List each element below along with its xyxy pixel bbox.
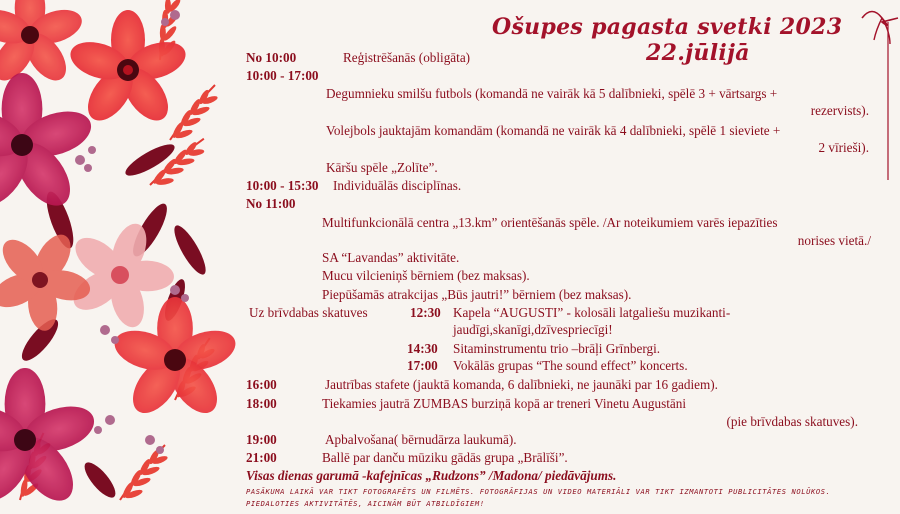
event-r14: Vokālās grupas “The sound effect” koncerts. bbox=[453, 358, 688, 373]
time-r14: 17:00 bbox=[407, 358, 438, 373]
floral-decoration bbox=[0, 0, 240, 514]
event-r17: Apbalvošana( bērnudārza laukumā). bbox=[325, 432, 517, 447]
title-line1: Ošupes pagasta svetki 2023 bbox=[492, 14, 843, 40]
event-r18: Ballē par danču mūziku gādās grupa „Brālīši”. bbox=[322, 450, 568, 465]
photo-disclaimer: PASĀKUMA LAIKĀ VAR TIKT FOTOGRAFĒTS UN FILMĒTS. FOTOGRĀFIJAS UN VIDEO MATERIĀLI VAR TIKT IZMANTOTI PUBLICITĀTES NOLŪKOS. bbox=[246, 487, 831, 496]
event-r6: Individuālās disciplīnas. bbox=[333, 178, 462, 193]
event-r11: Piepūšamās atrakcijas „Būs jautri!” bērniem (bez maksas). bbox=[322, 287, 632, 302]
time-r1: No 10:00 bbox=[246, 50, 297, 65]
time-r17: 19:00 bbox=[246, 432, 277, 447]
event-r15: Jautrības stafete (jauktā komanda, 6 dalībnieki, ne jaunāki par 16 gadiem). bbox=[325, 377, 718, 392]
time-r7: No 11:00 bbox=[246, 196, 296, 211]
time-r13: 14:30 bbox=[407, 341, 438, 356]
event-r4-cont: 2 vīrieši). bbox=[818, 140, 869, 155]
event-r8: Multifunkcionālā centra „13.km” orientēšanās spēle. /Ar noteikumiem varēs iepazīties bbox=[322, 215, 778, 230]
time-r6: 10:00 - 15:30 bbox=[246, 178, 319, 193]
event-r13: Sitaminstrumentu trio –brāļi Grīnbergi. bbox=[453, 341, 661, 356]
stage-label: Uz brīvdabas skatuves bbox=[249, 305, 368, 320]
page-title bbox=[492, 14, 872, 66]
event-r1: Reģistrēšanās (obligāta) bbox=[343, 50, 471, 65]
event-r3-cont: rezervists). bbox=[810, 103, 869, 118]
event-r4: Volejbols jauktajām komandām (komandā ne vairāk kā 4 dalībnieki, spēlē 1 sieviete + bbox=[326, 123, 781, 138]
event-r12: Kapela “AUGUSTI” - kolosāli latgaliešu muzikanti- bbox=[453, 305, 731, 320]
event-r16-cont: (pie brīvdabas skatuves). bbox=[726, 414, 858, 429]
time-r15: 16:00 bbox=[246, 377, 277, 392]
title-date: 22.jūlijā bbox=[646, 40, 750, 66]
event-r16: Tiekamies jautrā ZUMBAS burziņā kopā ar treneri Vinetu Augustāni bbox=[322, 396, 686, 411]
event-r10: Mucu vilcieniņš bērniem (bez maksas). bbox=[322, 268, 530, 283]
cafe-note: Visas dienas garumā -kafejnīcas „Rudzons” /Madona/ piedāvājums. bbox=[246, 468, 617, 483]
responsibility-note: PIEDALOTIES AKTIVITĀTĒS, AICINĀM BŪT ATBILDĪGIEM! bbox=[246, 499, 485, 508]
time-r16: 18:00 bbox=[246, 396, 277, 411]
event-r3: Degumnieku smilšu futbols (komandā ne vairāk kā 5 dalībnieki, spēlē 3 + vārtsargs + bbox=[326, 86, 778, 101]
time-r12: 12:30 bbox=[410, 305, 441, 320]
event-r9: SA “Lavandas” aktivitāte. bbox=[322, 250, 460, 265]
event-r5: Kāršu spēle „Zolīte”. bbox=[326, 160, 438, 175]
event-r8-cont: norises vietā./ bbox=[797, 233, 871, 248]
event-r12-cont: jaudīgi,skanīgi,dzīvespriecīgi! bbox=[453, 322, 613, 337]
time-r2: 10:00 - 17:00 bbox=[246, 68, 319, 83]
time-r18: 21:00 bbox=[246, 450, 277, 465]
